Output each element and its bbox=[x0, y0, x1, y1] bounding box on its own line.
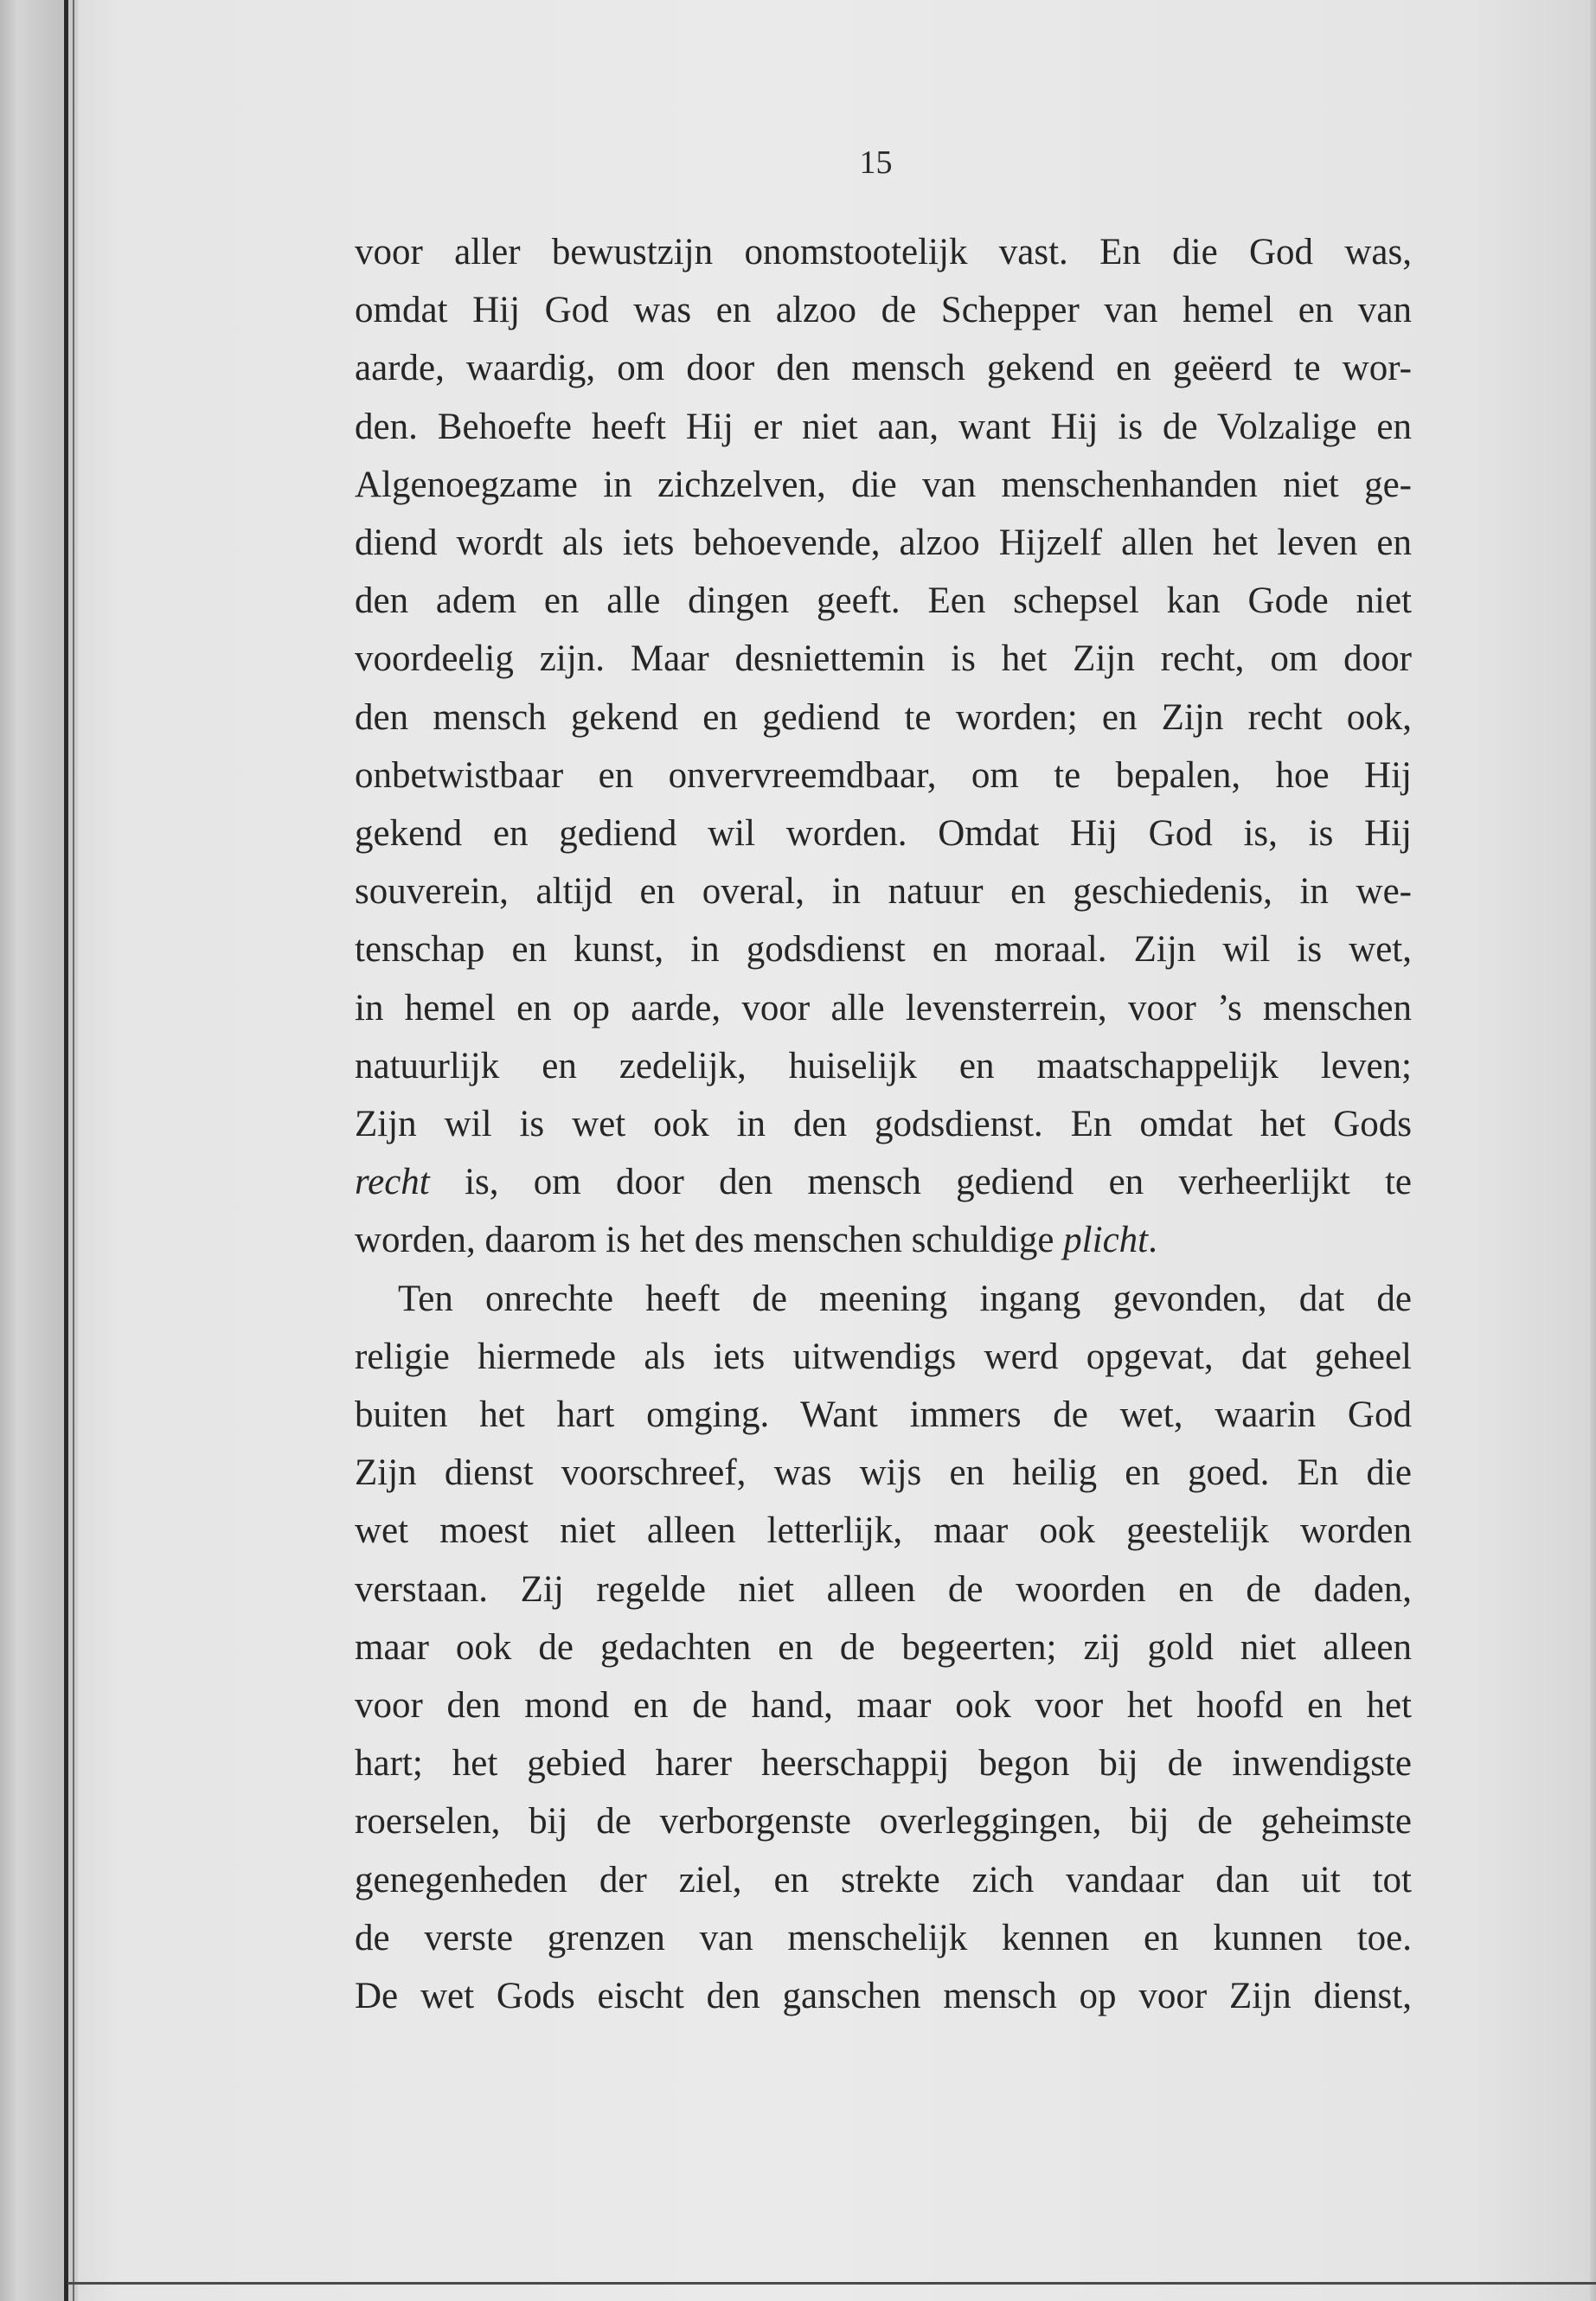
text-line: Zijn wil is wet ook in den godsdienst. En omdat het Gods bbox=[355, 1104, 1412, 1145]
text-line: maar ook de gedachten en de begeerten; zij gold niet alleen bbox=[355, 1626, 1412, 1668]
text-line: voordeelig zijn. Maar desniettemin is het Zijn recht, om door bbox=[355, 638, 1412, 680]
page-number: 15 bbox=[859, 144, 893, 181]
paragraph-start-line: Ten onrechte heeft de meening ingang gevonden, dat de bbox=[398, 1278, 1412, 1319]
text-line: roerselen, bij de verborgenste overleggingen, bij de geheimste bbox=[355, 1801, 1412, 1843]
text-line: gekend en gediend wil worden. Omdat Hij God is, is Hij bbox=[355, 813, 1412, 855]
italic-word: recht bbox=[355, 1162, 430, 1203]
text-line: den adem en alle dingen geeft. Een schepsel kan Gode niet bbox=[355, 580, 1412, 622]
text-line: Zijn dienst voorschreef, was wijs en heilig en goed. En die bbox=[355, 1452, 1412, 1494]
binding-edge-line-inner bbox=[73, 0, 74, 2301]
binding-edge-line bbox=[64, 0, 68, 2301]
text-line: hart; het gebied harer heerschappij begon bij de inwendigste bbox=[355, 1743, 1412, 1785]
text-line: tenschap en kunst, in godsdienst en moraal. Zijn wil is wet, bbox=[355, 929, 1412, 971]
text-line: verstaan. Zij regelde niet alleen de woorden en de daden, bbox=[355, 1568, 1412, 1610]
text-line: religie hiermede als iets uitwendigs werd opgevat, dat geheel bbox=[355, 1336, 1412, 1377]
text-line: souverein, altijd en overal, in natuur en geschiedenis, in we- bbox=[355, 871, 1412, 913]
body-text bbox=[355, 223, 1412, 2025]
text-line: De wet Gods eischt den ganschen mensch op voor Zijn dienst, bbox=[355, 1976, 1412, 2017]
text-line: buiten het hart omging. Want immers de wet, waarin God bbox=[355, 1394, 1412, 1436]
text-line: den. Behoefte heeft Hij er niet aan, want Hij is de Volzalige en bbox=[355, 406, 1412, 447]
text-line: omdat Hij God was en alzoo de Schepper van hemel en van bbox=[355, 290, 1412, 331]
page-bottom-edge bbox=[67, 2282, 1596, 2285]
text-line: de verste grenzen van menschelijk kennen en kunnen toe. bbox=[355, 1917, 1412, 1958]
text-line: in hemel en op aarde, voor alle levensterrein, voor ’s menschen bbox=[355, 987, 1412, 1029]
text-line: recht is, om door den mensch gediend en verheerlijkt te bbox=[355, 1162, 1412, 1203]
text-line: aarde, waardig, om door den mensch gekend en geëerd te wor- bbox=[355, 348, 1412, 389]
text-line: Algenoegzame in zichzelven, die van menschenhanden niet ge- bbox=[355, 464, 1412, 505]
text-line: wet moest niet alleen letterlijk, maar ook geestelijk worden bbox=[355, 1510, 1412, 1552]
text-line: den mensch gekend en gediend te worden; en Zijn recht ook, bbox=[355, 696, 1412, 738]
text-line: onbetwistbaar en onvervreemdbaar, om te bepalen, hoe Hij bbox=[355, 754, 1412, 796]
text-line: worden, daarom is het des menschen schuldige plicht. bbox=[355, 1220, 1157, 1261]
text-line: voor den mond en de hand, maar ook voor het hoofd en het bbox=[355, 1685, 1412, 1727]
text-line: diend wordt als iets behoevende, alzoo Hijzelf allen het leven en bbox=[355, 522, 1412, 564]
text-line: voor aller bewustzijn onomstootelijk vast. En die God was, bbox=[355, 232, 1412, 272]
italic-word: plicht bbox=[1063, 1220, 1149, 1261]
text-line: genegenheden der ziel, en strekte zich vandaar dan uit tot bbox=[355, 1859, 1412, 1900]
page-right-edge bbox=[1590, 0, 1596, 2301]
text-line: natuurlijk en zedelijk, huiselijk en maatschappelijk leven; bbox=[355, 1045, 1412, 1086]
